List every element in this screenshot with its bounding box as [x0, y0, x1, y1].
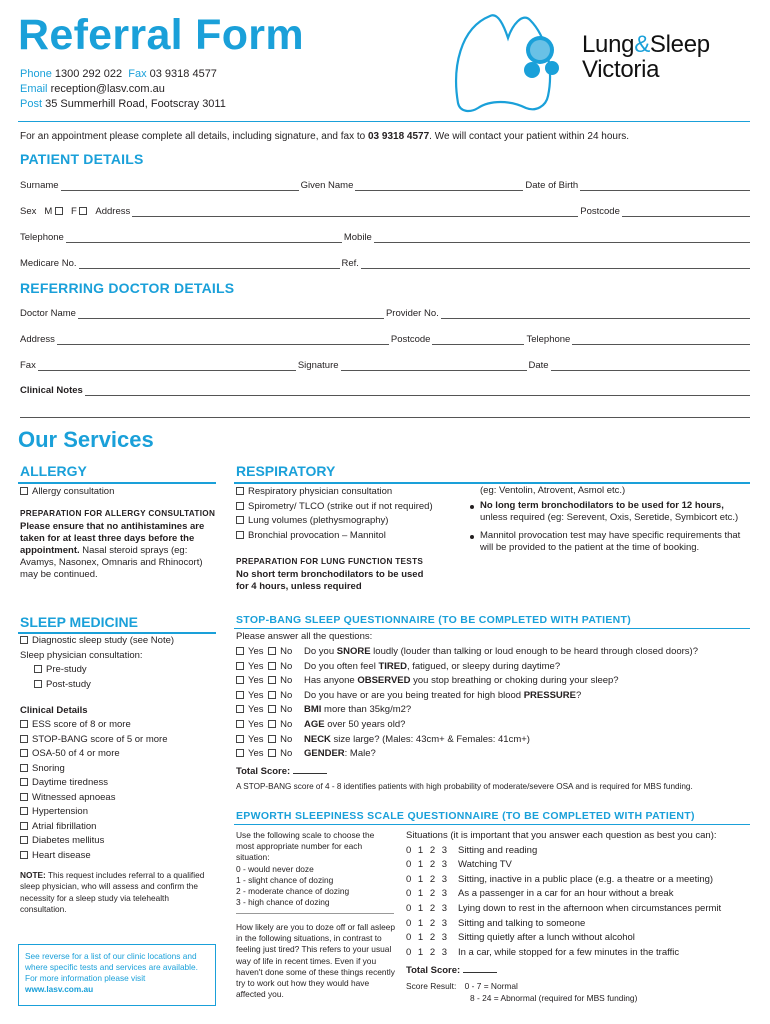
situation-row	[406, 844, 756, 859]
no-label: No	[280, 675, 293, 687]
resp-bullet-2: Mannitol provocation test may have specific requirements that will be provided to the patient at the time of booking.	[468, 530, 750, 554]
sleep-note	[20, 870, 210, 915]
clinical-label: Witnessed apnoeas	[32, 791, 116, 803]
doctor-details-heading: REFERRING DOCTOR DETAILS	[20, 280, 235, 296]
resp-option-3[interactable]	[236, 514, 466, 529]
clinical-option[interactable]	[20, 776, 218, 791]
clinical-option[interactable]	[20, 762, 218, 777]
diag-study-label: Diagnostic sleep study (see Note)	[32, 635, 175, 646]
score-options[interactable]: 0 1 2 3	[406, 946, 450, 958]
email-value[interactable]: reception@lasv.com.au	[50, 83, 165, 95]
clinical-checkbox[interactable]	[20, 749, 28, 757]
stopbang-q2	[236, 660, 756, 675]
stopbang-q6	[236, 718, 756, 733]
epworth-underline	[234, 824, 750, 825]
epworth-total-label: Total Score:	[406, 965, 461, 976]
fax-value: 03 9318 4577	[149, 68, 217, 80]
situation-row	[406, 946, 756, 961]
yes-no-options[interactable]	[236, 689, 304, 704]
resp-eg: (eg: Ventolin, Atrovent, Asmol etc.)	[480, 485, 626, 496]
epworth-scale-divider	[236, 913, 394, 914]
diag-study-checkbox[interactable]	[20, 636, 28, 644]
doctor-fax-field[interactable]	[38, 361, 296, 371]
patient-details-heading: PATIENT DETAILS	[20, 151, 144, 167]
pre-study-label: Pre-study	[46, 664, 87, 675]
clinical-label: Atrial fibrillation	[32, 820, 97, 832]
resp-option-4[interactable]	[236, 529, 466, 544]
clinical-checkbox[interactable]	[20, 764, 28, 772]
yes-no-options[interactable]	[236, 733, 304, 748]
question-text	[304, 733, 530, 748]
no-checkbox[interactable]	[268, 735, 276, 743]
q-key: TIRED	[378, 660, 407, 672]
yes-label: Yes	[248, 646, 264, 657]
sex-m-label: M	[44, 206, 53, 217]
brand-sleep: Sleep	[649, 31, 710, 58]
address-label: Address	[95, 206, 131, 217]
clinical-label: Heart disease	[32, 849, 91, 861]
telephone-label: Telephone	[20, 232, 64, 243]
q-post: over 50 years old?	[324, 718, 406, 730]
yes-label: Yes	[248, 689, 264, 701]
doctor-postcode-label: Postcode	[390, 334, 431, 345]
allergy-consult-option[interactable]	[20, 485, 114, 500]
yes-checkbox[interactable]	[236, 735, 244, 743]
question-text	[304, 718, 405, 733]
clinical-notes-field[interactable]	[85, 386, 750, 396]
phone-line	[20, 67, 217, 82]
resp-bullet-1-text: unless required (eg: Serevent, Oxis, Seretide, Symbicort etc.)	[480, 512, 739, 523]
post-study-checkbox[interactable]	[34, 680, 42, 688]
score-result-normal: 0 - 7 = Normal	[464, 981, 518, 991]
phone-value: 1300 292 022	[54, 68, 123, 80]
postcode-label: Postcode	[580, 206, 620, 217]
post-label: Post	[20, 98, 43, 110]
resp-checkbox-1[interactable]	[236, 487, 244, 495]
phone-label: Phone	[20, 68, 52, 80]
stopbang-footnote: A STOP-BANG score of 4 - 8 identifies patients with high probability of moderate/severe OSA and is required for MBS funding.	[236, 782, 693, 791]
clinical-checkbox[interactable]	[20, 720, 28, 728]
situation-text: Sitting and reading	[458, 844, 538, 856]
resp-option-2[interactable]	[236, 500, 466, 515]
situation-row	[406, 917, 756, 932]
email-label: Email	[20, 83, 48, 95]
no-checkbox[interactable]	[268, 647, 276, 655]
patient-row-2	[20, 203, 750, 217]
clinical-checkbox[interactable]	[20, 807, 28, 815]
q-pre: Do you often feel	[304, 660, 379, 672]
score-options[interactable]: 0 1 2 3	[406, 902, 450, 914]
date-label: Date	[528, 360, 549, 371]
q-key: NECK	[304, 733, 331, 745]
score-options[interactable]: 0 1 2 3	[406, 844, 450, 856]
epworth-heading: EPWORTH SLEEPINESS SCALE QUESTIONNAIRE (TO BE COMPLETED WITH PATIENT)	[236, 810, 695, 822]
surname-field[interactable]	[61, 181, 299, 191]
email-line	[20, 82, 165, 97]
yes-checkbox[interactable]	[236, 647, 244, 655]
yes-no-options[interactable]	[236, 747, 304, 762]
clinical-checkbox[interactable]	[20, 778, 28, 786]
post-study-label: Post-study	[46, 678, 91, 690]
yes-checkbox[interactable]	[236, 676, 244, 684]
situation-text: Lying down to rest in the afternoon when circumstances permit	[458, 902, 722, 914]
yes-no-options[interactable]	[236, 674, 304, 689]
scale-item: 2 - moderate chance of dozing	[236, 886, 350, 897]
sex-f-label: F	[70, 206, 77, 217]
clinical-label: Diabetes mellitus	[32, 835, 105, 846]
patient-row-3	[20, 229, 750, 243]
scale-item: 3 - high chance of dozing	[236, 897, 330, 908]
stopbang-q3	[236, 674, 756, 689]
ref-label: Ref.	[341, 258, 359, 269]
stopbang-instruction: Please answer all the questions:	[236, 631, 373, 642]
no-label: No	[280, 748, 293, 760]
respiratory-heading: RESPIRATORY	[236, 463, 336, 479]
dob-label: Date of Birth	[525, 180, 579, 191]
resp-label-1: Respiratory physician consultation	[248, 486, 393, 497]
medicare-label: Medicare No.	[20, 258, 77, 269]
clinical-notes-label: Clinical Notes	[20, 385, 83, 396]
clinical-notes-line-2[interactable]	[20, 417, 750, 418]
brand-victoria: Victoria	[582, 56, 660, 83]
clinical-checkbox[interactable]	[20, 822, 28, 830]
respiratory-underline	[234, 482, 750, 484]
allergy-prep-bold: Please ensure that no antihistamines are taken for at least three days before the appointment.	[20, 521, 205, 556]
stopbang-q4	[236, 689, 756, 704]
intro-b: . We will contact your patient within 24 hours.	[429, 131, 630, 142]
yes-no-options[interactable]	[236, 718, 304, 733]
intro-fax: 03 9318 4577	[368, 131, 430, 142]
situation-text: Sitting, inactive in a public place (e.g. a theatre or a meeting)	[458, 873, 714, 885]
yes-label: Yes	[248, 660, 264, 672]
q-post: more than 35kg/m2?	[321, 704, 412, 716]
allergy-heading: ALLERGY	[20, 463, 87, 479]
resp-checkbox-2[interactable]	[236, 502, 244, 510]
provider-field[interactable]	[441, 309, 750, 319]
yes-checkbox[interactable]	[236, 705, 244, 713]
given-name-field[interactable]	[355, 181, 523, 191]
no-checkbox[interactable]	[268, 691, 276, 699]
question-text	[304, 660, 560, 675]
form-title: Referral Form	[18, 11, 304, 59]
yes-checkbox[interactable]	[236, 662, 244, 670]
doctor-row-2	[20, 331, 750, 345]
yes-label: Yes	[248, 718, 264, 730]
medicare-field[interactable]	[79, 259, 340, 269]
situation-row	[406, 931, 756, 946]
situation-text: Sitting quietly after a lunch without alcohol	[458, 932, 635, 944]
clinical-details-title: Clinical Details	[20, 705, 88, 716]
q-post: , fatigued, or sleepy during daytime?	[406, 660, 561, 672]
intro-text	[20, 131, 629, 142]
q-post: ?	[575, 689, 582, 701]
yes-label: Yes	[248, 704, 264, 716]
resp-checkbox-3[interactable]	[236, 516, 244, 524]
situation-text: As a passenger in a car for an hour without a break	[458, 888, 674, 900]
sex-f-checkbox[interactable]	[79, 207, 87, 215]
telephone-field[interactable]	[66, 233, 342, 243]
postcode-field[interactable]	[622, 207, 750, 217]
sleep-options	[20, 634, 218, 692]
epworth-total-field[interactable]	[463, 964, 497, 973]
question-text	[304, 747, 376, 762]
q-key: GENDER	[304, 748, 345, 760]
resp-label-4: Bronchial provocation – Mannitol	[248, 529, 386, 541]
clinical-checkbox[interactable]	[20, 836, 28, 844]
epworth-scale	[236, 830, 394, 908]
situation-row	[406, 858, 756, 873]
allergy-prep-rest: Nasal steroid sprays (eg: Avamys, Nasonex, Omnaris and Rhinocort) may be continued.	[20, 545, 203, 580]
allergy-consult-label: Allergy consultation	[32, 486, 115, 497]
clinical-option[interactable]	[20, 733, 218, 748]
no-label: No	[280, 646, 293, 657]
doctor-telephone-field[interactable]	[572, 335, 750, 345]
clinical-label: Daytime tiredness	[32, 777, 109, 788]
stopbang-q5	[236, 703, 756, 718]
yes-checkbox[interactable]	[236, 749, 244, 757]
clinical-option[interactable]	[20, 805, 218, 820]
no-label: No	[280, 660, 293, 672]
reverse-info-box	[18, 944, 216, 1006]
clinical-option[interactable]	[20, 718, 218, 733]
pre-study-checkbox[interactable]	[34, 665, 42, 673]
no-label: No	[280, 718, 293, 730]
doctor-name-field[interactable]	[78, 309, 384, 319]
mobile-field[interactable]	[374, 233, 750, 243]
respiratory-options	[236, 485, 466, 543]
score-result-label: Score Result:	[406, 981, 457, 991]
given-name-label: Given Name	[300, 180, 354, 191]
stopbang-questions	[236, 645, 756, 762]
ref-field[interactable]	[361, 259, 750, 269]
header-divider	[18, 121, 750, 122]
post-value: 35 Summerhill Road, Footscray 3011	[45, 98, 226, 110]
yes-no-options[interactable]	[236, 703, 304, 718]
lung-prep-title: PREPARATION FOR LUNG FUNCTION TESTS	[236, 557, 424, 566]
clinical-label: Hypertension	[32, 806, 88, 817]
brand-amp: &	[634, 31, 650, 58]
q-key: BMI	[304, 704, 322, 716]
allergy-underline	[18, 482, 216, 484]
diag-study-option[interactable]	[20, 634, 218, 649]
question-text	[304, 674, 619, 689]
lung-prep-text: No short term bronchodilators to be used for 4 hours, unless required	[236, 569, 424, 592]
pre-study-option[interactable]	[20, 663, 218, 678]
q-pre: Has anyone	[304, 675, 358, 687]
situation-text: Sitting and talking to someone	[458, 917, 586, 929]
patient-row-1	[20, 177, 750, 191]
question-text	[304, 689, 581, 704]
q-pre: Do you	[304, 646, 337, 657]
resp-checkbox-4[interactable]	[236, 531, 244, 539]
epworth-total	[406, 964, 497, 976]
allergy-consult-checkbox[interactable]	[20, 487, 28, 495]
clinical-checkbox[interactable]	[20, 735, 28, 743]
clinical-details-list	[20, 718, 218, 863]
yes-label: Yes	[248, 733, 264, 745]
situation-row	[406, 887, 756, 902]
yes-no-options[interactable]	[236, 645, 304, 660]
doctor-address-field[interactable]	[57, 335, 389, 345]
clinical-option[interactable]	[20, 834, 218, 849]
score-result-abnormal: 8 - 24 = Abnormal (required for MBS funding)	[470, 993, 638, 1003]
signature-label: Signature	[297, 360, 339, 371]
dob-field[interactable]	[580, 181, 750, 191]
signature-field[interactable]	[341, 361, 527, 371]
post-study-option[interactable]	[20, 678, 218, 693]
sex-m-checkbox[interactable]	[55, 207, 63, 215]
score-result	[406, 980, 637, 1004]
sex-m-option[interactable]	[38, 206, 69, 217]
website-link[interactable]: www.lasv.com.au	[25, 984, 94, 994]
resp-label-2: Spirometry/ TLCO (strike out if not required)	[248, 500, 433, 512]
clinical-option[interactable]	[20, 820, 218, 835]
clinical-label: STOP-BANG score of 5 or more	[32, 733, 168, 745]
no-checkbox[interactable]	[268, 720, 276, 728]
score-options[interactable]: 0 1 2 3	[406, 932, 450, 944]
clinical-option[interactable]	[20, 747, 218, 762]
sleep-note-label: NOTE:	[20, 870, 46, 880]
intro-a: For an appointment please complete all details, including signature, and fax to	[20, 131, 368, 142]
epworth-question: How likely are you to doze off or fall asleep in the following situations, in contrast to feeling just tired? This refers to your usual way of life in recent times. Even if you haven't done some of these things recently try to work out how they would have affected you.	[236, 922, 396, 1000]
scale-intro: Use the following scale to choose the most appropriate number for each situation:	[236, 830, 375, 863]
brand-lung: Lung	[582, 31, 635, 58]
our-services-heading: Our Services	[18, 427, 154, 452]
doctor-telephone-label: Telephone	[526, 334, 571, 345]
yes-checkbox[interactable]	[236, 691, 244, 699]
score-options[interactable]: 0 1 2 3	[406, 917, 450, 929]
surname-label: Surname	[20, 180, 59, 191]
situation-row	[406, 873, 756, 888]
situation-text: In a car, while stopped for a few minutes in the traffic	[458, 946, 680, 958]
resp-option-1[interactable]	[236, 485, 466, 500]
fax-label: Fax	[128, 68, 147, 80]
score-options[interactable]: 0 1 2 3	[406, 888, 450, 900]
yes-checkbox[interactable]	[236, 720, 244, 728]
situation-text: Watching TV	[458, 859, 512, 871]
stopbang-heading: STOP-BANG SLEEP QUESTIONNAIRE (TO BE COMPLETED WITH PATIENT)	[236, 614, 632, 626]
stopbang-total	[236, 765, 327, 777]
mobile-label: Mobile	[343, 232, 372, 243]
q-key: PRESSURE	[523, 689, 576, 701]
brand-name	[582, 32, 710, 82]
allergy-prep-title: PREPARATION FOR ALLERGY CONSULTATION	[20, 509, 216, 518]
stopbang-total-field[interactable]	[293, 765, 327, 774]
stopbang-total-label: Total Score:	[236, 766, 291, 777]
sex-label: Sex	[20, 206, 37, 217]
q-key: OBSERVED	[357, 675, 411, 687]
situation-row	[406, 902, 756, 917]
stopbang-underline	[234, 628, 750, 629]
clinical-label: Snoring	[32, 762, 65, 774]
q-pre: Do you have or are you being treated for high blood	[304, 689, 524, 701]
doctor-row-3	[20, 357, 750, 371]
date-field[interactable]	[551, 361, 750, 371]
post-line	[20, 97, 226, 112]
clinical-option[interactable]	[20, 849, 218, 864]
clinical-checkbox[interactable]	[20, 793, 28, 801]
doctor-row-4	[20, 382, 750, 396]
score-options[interactable]: 0 1 2 3	[406, 859, 450, 871]
patient-row-4	[20, 255, 750, 269]
allergy-prep-text	[20, 521, 218, 581]
clinical-option[interactable]	[20, 791, 218, 806]
no-checkbox[interactable]	[268, 705, 276, 713]
doctor-postcode-field[interactable]	[432, 335, 524, 345]
sleep-consult-label: Sleep physician consultation:	[20, 649, 143, 661]
address-field[interactable]	[132, 207, 578, 217]
resp-notes	[468, 485, 750, 554]
clinical-checkbox[interactable]	[20, 851, 28, 859]
no-checkbox[interactable]	[268, 662, 276, 670]
scale-item: 0 - would never doze	[236, 863, 314, 874]
no-label: No	[280, 689, 293, 701]
reverse-info-text: See reverse for a list of our clinic locations and where specific tests and services are available. For more information please visit	[25, 951, 198, 983]
q-key: SNORE	[336, 646, 371, 657]
q-post: size large? (Males: 43cm+ & Females: 41cm+)	[330, 733, 530, 745]
clinical-label: ESS score of 8 or more	[32, 719, 131, 730]
doctor-row-1	[20, 305, 750, 319]
stopbang-q1	[236, 645, 756, 660]
q-post: loudly (louder than talking or loud enough to be heard through closed doors)?	[370, 646, 698, 657]
q-key: AGE	[304, 718, 325, 730]
stopbang-q8	[236, 747, 756, 762]
no-label: No	[280, 733, 293, 745]
situations-intro: Situations (it is important that you answer each question as best you can):	[406, 830, 717, 841]
epworth-situations	[406, 829, 756, 960]
clinical-label: OSA-50 of 4 or more	[32, 748, 120, 759]
resp-bullet-1-bold: No long term bronchodilators to be used for 12 hours,	[480, 500, 724, 511]
q-post: : Male?	[344, 748, 376, 760]
no-label: No	[280, 704, 293, 716]
sex-f-option[interactable]	[69, 206, 93, 217]
provider-label: Provider No.	[385, 308, 439, 319]
resp-bullet-1	[468, 500, 750, 524]
sleep-medicine-heading: SLEEP MEDICINE	[20, 614, 138, 630]
scale-item: 1 - slight chance of dozing	[236, 874, 334, 885]
doctor-fax-label: Fax	[20, 360, 36, 371]
stopbang-q7	[236, 733, 756, 748]
yes-label: Yes	[248, 675, 264, 687]
yes-no-options[interactable]	[236, 660, 304, 675]
question-text	[304, 703, 411, 718]
score-options[interactable]: 0 1 2 3	[406, 873, 450, 885]
sleep-note-text: This request includes referral to a qualified sleep physician, who will assess and confirm the necessity for a sleep study via telehealth consultation.	[20, 870, 205, 914]
yes-label: Yes	[248, 748, 264, 760]
question-text	[304, 645, 698, 660]
doctor-name-label: Doctor Name	[20, 308, 76, 319]
resp-label-3: Lung volumes (plethysmography)	[248, 515, 389, 526]
no-checkbox[interactable]	[268, 676, 276, 684]
no-checkbox[interactable]	[268, 749, 276, 757]
q-post: you stop breathing or choking during your sleep?	[410, 675, 619, 687]
doctor-address-label: Address	[20, 334, 55, 345]
